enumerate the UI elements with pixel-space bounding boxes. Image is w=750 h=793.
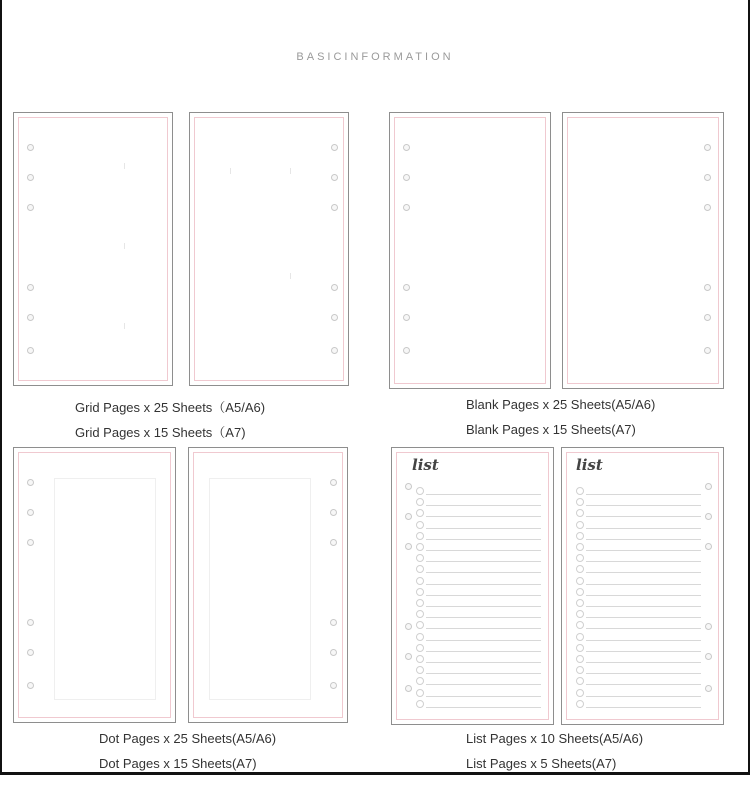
list-heading: list	[412, 456, 439, 474]
grid-sheet-right	[189, 112, 349, 386]
blank-caption-a7: Blank Pages x 15 Sheets(A7)	[466, 422, 636, 437]
binder-hole	[27, 204, 34, 211]
binder-hole	[331, 347, 338, 354]
list-bullet	[576, 487, 584, 495]
binder-hole	[331, 204, 338, 211]
binder-hole	[330, 479, 337, 486]
dot-sheet-left	[13, 447, 176, 723]
binder-hole	[705, 513, 712, 520]
list-rule-line	[586, 595, 701, 596]
dot-caption-a7: Dot Pages x 15 Sheets(A7)	[99, 756, 257, 771]
grid-mark	[124, 243, 125, 249]
binder-hole	[704, 174, 711, 181]
list-bullet	[576, 543, 584, 551]
list-bullet	[416, 543, 424, 551]
binder-hole	[331, 144, 338, 151]
binder-hole	[405, 623, 412, 630]
sheet-border	[194, 117, 344, 381]
blank-caption-a5a6: Blank Pages x 25 Sheets(A5/A6)	[466, 397, 656, 412]
list-rule-line	[426, 696, 541, 697]
list-rule-line	[426, 494, 541, 495]
list-rule-line	[586, 494, 701, 495]
binder-hole	[330, 649, 337, 656]
grid-mark	[290, 168, 291, 174]
list-sheet-right	[561, 447, 724, 725]
list-rule-line	[426, 673, 541, 674]
binder-hole	[331, 174, 338, 181]
list-rule-line	[426, 516, 541, 517]
sheet-border	[566, 452, 719, 720]
list-rule-line	[586, 516, 701, 517]
section-heading: BASICINFORMATION	[296, 51, 454, 63]
list-bullet	[416, 700, 424, 708]
list-bullet	[416, 532, 424, 540]
binder-hole	[27, 479, 34, 486]
list-pages-group	[391, 447, 731, 777]
list-rule-line	[586, 640, 701, 641]
list-rule-line	[426, 640, 541, 641]
list-rule-line	[426, 550, 541, 551]
list-caption-a5a6: List Pages x 10 Sheets(A5/A6)	[466, 731, 644, 746]
list-bullet	[416, 599, 424, 607]
binder-hole	[330, 682, 337, 689]
list-bullet	[576, 599, 584, 607]
binder-hole	[27, 174, 34, 181]
binder-hole	[27, 539, 34, 546]
grid-mark	[124, 163, 125, 169]
list-bullet	[416, 689, 424, 697]
list-rule-line	[586, 651, 701, 652]
binder-hole	[704, 284, 711, 291]
binder-hole	[405, 483, 412, 490]
list-rule-line	[426, 561, 541, 562]
binder-hole	[403, 204, 410, 211]
binder-hole	[403, 174, 410, 181]
binder-hole	[403, 347, 410, 354]
grid-mark	[230, 168, 231, 174]
dot-pattern-block	[54, 478, 156, 700]
blank-pages-group	[389, 112, 729, 442]
list-rule-line	[586, 707, 701, 708]
binder-hole	[27, 347, 34, 354]
binder-hole	[704, 204, 711, 211]
binder-hole	[705, 653, 712, 660]
binder-hole	[27, 649, 34, 656]
list-rule-line	[426, 707, 541, 708]
dot-pages-group	[13, 447, 353, 777]
list-rule-line	[586, 606, 701, 607]
binder-hole	[403, 144, 410, 151]
grid-caption-a7: Grid Pages x 15 Sheets（A7)	[75, 425, 246, 440]
binder-hole	[331, 284, 338, 291]
dot-pattern-block	[209, 478, 311, 700]
binder-hole	[704, 347, 711, 354]
grid-sheet-left	[13, 112, 173, 386]
binder-hole	[27, 619, 34, 626]
list-rule-line	[586, 584, 701, 585]
list-heading: list	[576, 456, 603, 474]
blank-sheet-right	[562, 112, 724, 389]
binder-hole	[405, 685, 412, 692]
binder-hole	[27, 509, 34, 516]
list-rule-line	[426, 684, 541, 685]
list-rule-line	[426, 539, 541, 540]
list-rule-line	[426, 662, 541, 663]
binder-hole	[403, 314, 410, 321]
binder-hole	[705, 483, 712, 490]
grid-mark	[124, 323, 125, 329]
binder-hole	[27, 144, 34, 151]
sheet-border	[567, 117, 719, 384]
dot-caption-a5a6: Dot Pages x 25 Sheets(A5/A6)	[99, 731, 277, 746]
list-bullet	[576, 700, 584, 708]
list-rule-line	[586, 539, 701, 540]
binder-hole	[331, 314, 338, 321]
binder-hole	[405, 513, 412, 520]
list-rule-line	[586, 673, 701, 674]
list-bullet	[416, 521, 424, 529]
list-rule-line	[426, 572, 541, 573]
list-rule-line	[586, 684, 701, 685]
binder-hole	[705, 543, 712, 550]
binder-hole	[705, 623, 712, 630]
binder-hole	[704, 144, 711, 151]
list-rule-line	[426, 584, 541, 585]
list-bullet	[576, 633, 584, 641]
list-rule-line	[426, 606, 541, 607]
list-bullet	[576, 644, 584, 652]
list-rule-line	[426, 651, 541, 652]
list-bullet	[576, 655, 584, 663]
list-rule-line	[426, 528, 541, 529]
sheet-border	[18, 117, 168, 381]
binder-hole	[330, 539, 337, 546]
list-rule-line	[586, 550, 701, 551]
binder-hole	[403, 284, 410, 291]
list-rule-line	[426, 505, 541, 506]
binder-hole	[704, 314, 711, 321]
binder-hole	[330, 509, 337, 516]
list-rule-line	[586, 561, 701, 562]
list-rule-line	[426, 617, 541, 618]
binder-hole	[405, 543, 412, 550]
list-bullet	[416, 487, 424, 495]
list-rule-line	[586, 528, 701, 529]
list-rule-line	[586, 572, 701, 573]
list-bullet	[416, 655, 424, 663]
dot-sheet-right	[188, 447, 348, 723]
list-rule-line	[586, 617, 701, 618]
grid-mark	[290, 273, 291, 279]
list-rule-line	[586, 628, 701, 629]
list-caption-a7: List Pages x 5 Sheets(A7)	[466, 756, 617, 771]
list-bullet	[576, 532, 584, 540]
list-rule-line	[586, 662, 701, 663]
sheet-border	[394, 117, 546, 384]
list-sheet-left	[391, 447, 554, 725]
grid-pages-group	[13, 112, 353, 442]
list-bullet	[416, 644, 424, 652]
binder-hole	[27, 682, 34, 689]
list-bullet	[416, 633, 424, 641]
binder-hole	[27, 284, 34, 291]
list-bullet	[576, 577, 584, 585]
list-bullet	[576, 689, 584, 697]
list-bullet	[576, 588, 584, 596]
list-rule-line	[586, 696, 701, 697]
binder-hole	[405, 653, 412, 660]
binder-hole	[330, 619, 337, 626]
list-rule-line	[426, 595, 541, 596]
blank-sheet-left	[389, 112, 551, 389]
binder-hole	[27, 314, 34, 321]
binder-hole	[705, 685, 712, 692]
list-rule-line	[586, 505, 701, 506]
list-bullet	[416, 588, 424, 596]
list-bullet	[576, 521, 584, 529]
grid-caption-a5a6: Grid Pages x 25 Sheets（A5/A6)	[75, 400, 266, 415]
list-rule-line	[426, 628, 541, 629]
list-bullet	[416, 577, 424, 585]
